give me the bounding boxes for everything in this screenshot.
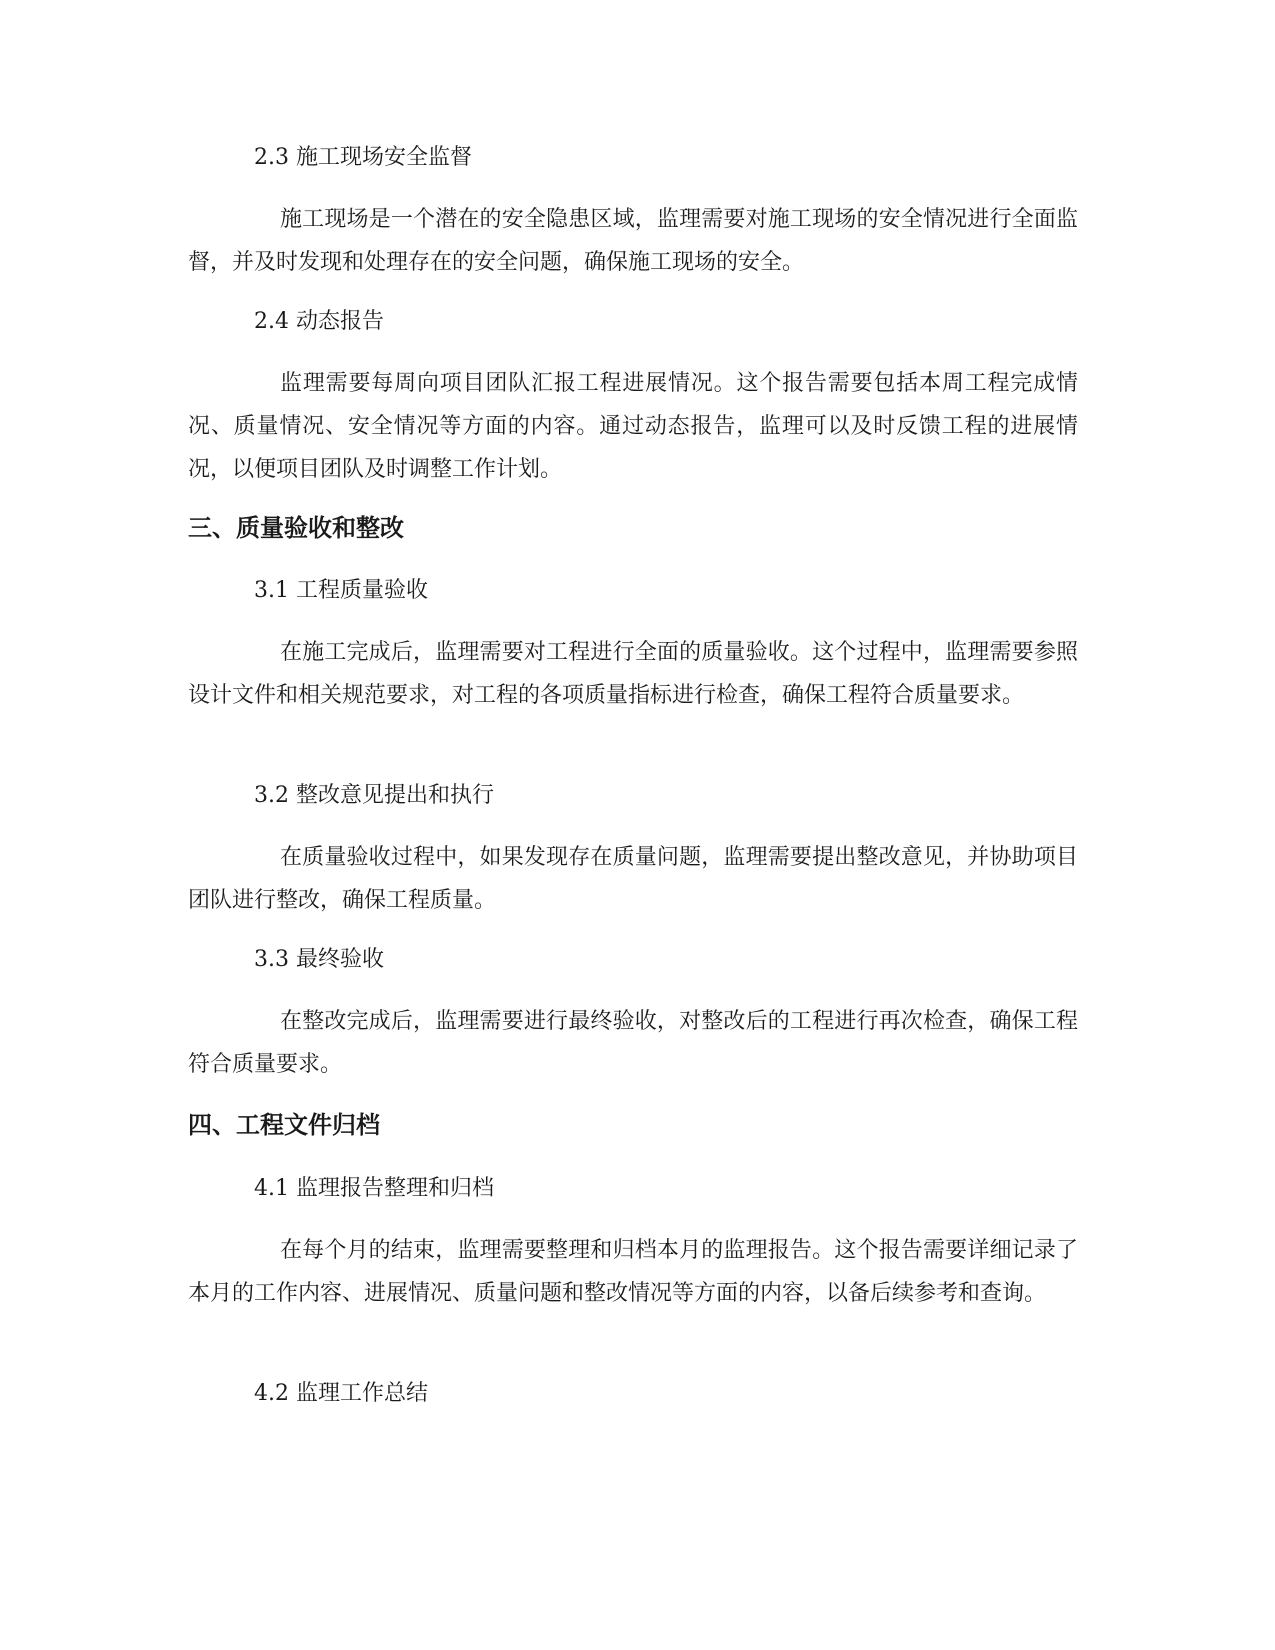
section-4-1-paragraph: 在每个月的结束，监理需要整理和归档本月的监理报告。这个报告需要详细记录了本月的工作内容、进展情况、质量问题和整改情况等方面的内容，以备后续参考和查询。	[188, 1238, 1078, 1306]
section-2-3-heading: 2.3 施工现场安全监督	[254, 145, 472, 170]
chapter-3-heading: 三、质量验收和整改	[188, 514, 404, 542]
section-2-3-paragraph: 施工现场是一个潜在的安全隐患区域，监理需要对施工现场的安全情况进行全面监督，并及时发现和处理存在的安全问题，确保施工现场的安全。	[188, 207, 1078, 275]
section-4-1-heading: 4.1 监理报告整理和归档	[254, 1176, 494, 1201]
section-3-3-heading: 3.3 最终验收	[254, 947, 384, 972]
section-3-1-heading: 3.1 工程质量验收	[254, 578, 428, 603]
section-3-2-heading: 3.2 整改意见提出和执行	[254, 783, 494, 808]
section-4-2-heading: 4.2 监理工作总结	[254, 1381, 428, 1406]
section-3-1-paragraph: 在施工完成后，监理需要对工程进行全面的质量验收。这个过程中，监理需要参照设计文件和相关规范要求，对工程的各项质量指标进行检查，确保工程符合质量要求。	[188, 640, 1078, 708]
chapter-4-heading: 四、工程文件归档	[188, 1111, 380, 1139]
section-2-4-heading: 2.4 动态报告	[254, 309, 384, 334]
section-2-4-paragraph: 监理需要每周向项目团队汇报工程进展情况。这个报告需要包括本周工程完成情况、质量情况、安全情况等方面的内容。通过动态报告，监理可以及时反馈工程的进展情况，以便项目团队及时调整工作计划。	[188, 371, 1078, 482]
section-3-2-paragraph: 在质量验收过程中，如果发现存在质量问题，监理需要提出整改意见，并协助项目团队进行整改，确保工程质量。	[188, 845, 1078, 913]
section-3-3-paragraph: 在整改完成后，监理需要进行最终验收，对整改后的工程进行再次检查，确保工程符合质量要求。	[188, 1009, 1078, 1077]
